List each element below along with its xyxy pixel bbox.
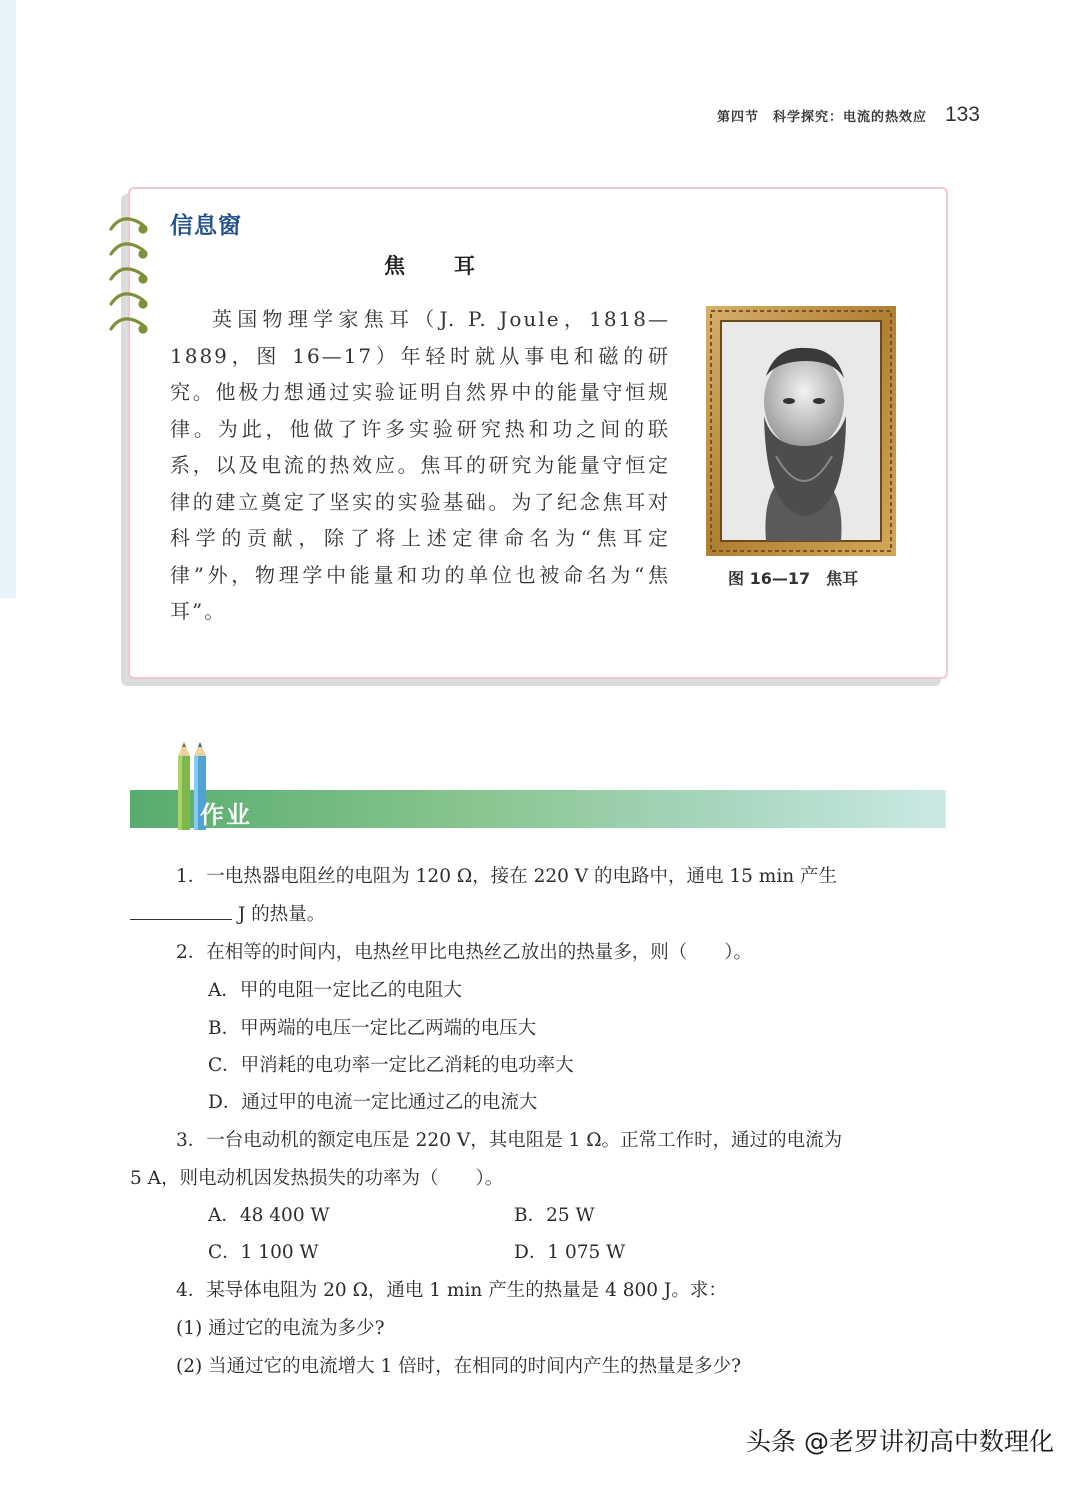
question-4-part-1: (1) 通过它的电流为多少? xyxy=(176,1318,385,1339)
binder-rings-icon xyxy=(107,207,153,337)
article-title: 焦 耳 xyxy=(384,253,489,278)
watermark: 头条 @老罗讲初高中数理化 xyxy=(746,1427,1054,1456)
question-3-option-b: B．25 W xyxy=(514,1205,595,1226)
question-1-tail: J 的热量。 xyxy=(238,904,326,925)
homework-title: 作业 xyxy=(200,801,252,829)
question-2-option-b: B．甲两端的电压一定比乙两端的电压大 xyxy=(208,1018,537,1039)
answer-blank[interactable] xyxy=(130,905,232,920)
figure-caption xyxy=(728,566,858,589)
page-edge-strip xyxy=(0,0,16,598)
page-number: 133 xyxy=(944,103,980,126)
question-4-stem: 4．某导体电阻为 20 Ω，通电 1 min 产生的热量是 4 800 J。求： xyxy=(176,1280,727,1301)
joule-portrait-image xyxy=(706,306,896,556)
question-2-option-a: A．甲的电阻一定比乙的电阻大 xyxy=(208,980,462,1001)
homework-header-bar xyxy=(130,790,946,828)
section-title: 第四节 科学探究：电流的热效应 xyxy=(716,110,927,125)
question-3-option-d: D．1 075 W xyxy=(514,1242,626,1263)
question-2-stem: 2．在相等的时间内，电热丝甲比电热丝乙放出的热量多，则（ ）。 xyxy=(176,942,753,963)
info-window-label: 信息窗 xyxy=(170,213,242,239)
question-1-line-1: 1．一电热器电阻丝的电阻为 120 Ω，接在 220 V 的电路中，通电 15 min 产生 xyxy=(176,866,838,887)
question-3-option-c: C．1 100 W xyxy=(208,1242,319,1263)
question-3-option-a: A．48 400 W xyxy=(208,1205,330,1226)
running-head xyxy=(717,103,980,127)
question-3-line-2: 5 A，则电动机因发热损失的功率为（ ）。 xyxy=(130,1168,504,1189)
question-4-part-2: (2) 当通过它的电流增大 1 倍时，在相同的时间内产生的热量是多少? xyxy=(176,1356,742,1377)
question-3-line-1: 3．一台电动机的额定电压是 220 V，其电阻是 1 Ω。正常工作时，通过的电流为 xyxy=(176,1130,843,1151)
article-paragraph: 英国物理学家焦耳（J. P. Joule，1818—1889，图 16—17）年轻时就从事电和磁的研究。他极力想通过实验证明自然界中的能量守恒规律。为此，他做了许多实验研究热和功之间的联系，以及电流的热效应。焦耳的研究为能量守恒定律的建立奠定了坚实的实验基础。为了纪念焦耳对科学的贡献，除了将上述定律命名为“焦耳定律”外，物理学中能量和功的单位也被命名为“焦耳”。 xyxy=(170,307,670,623)
figure-title: 焦耳 xyxy=(826,569,859,588)
question-1-line-2 xyxy=(130,900,325,926)
question-2-option-d: D．通过甲的电流一定比通过乙的电流大 xyxy=(208,1092,538,1113)
article-body xyxy=(170,301,670,630)
question-2-option-c: C．甲消耗的电功率一定比乙消耗的电功率大 xyxy=(208,1055,574,1076)
figure-number: 图 16—17 xyxy=(728,569,811,588)
